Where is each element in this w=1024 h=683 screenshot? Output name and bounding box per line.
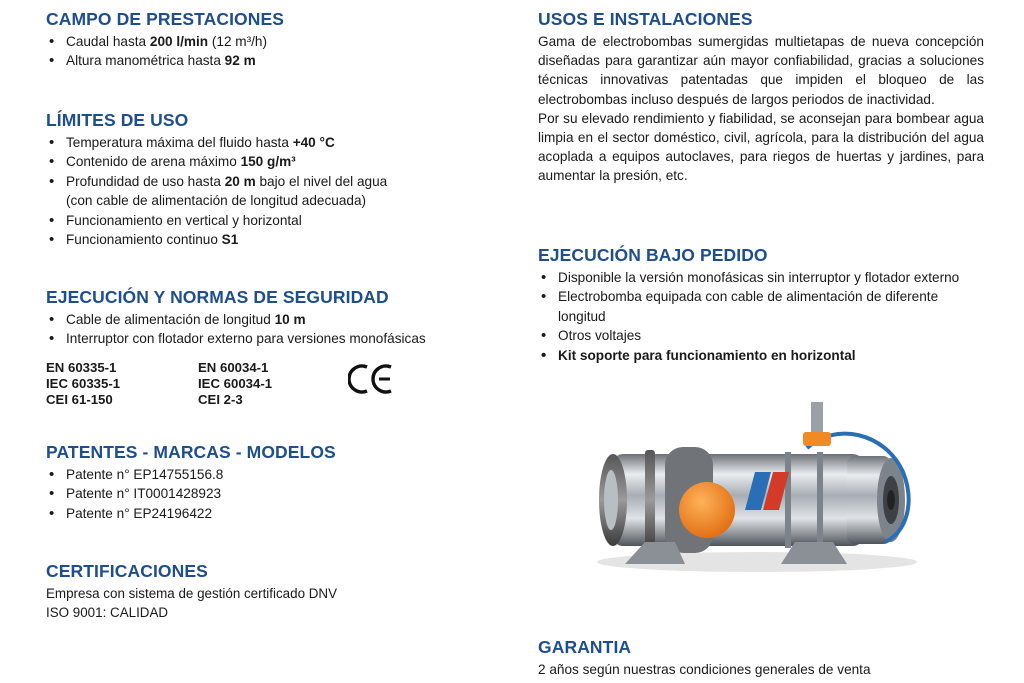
ejecucion-heading: EJECUCIÓN Y NORMAS DE SEGURIDAD (46, 287, 389, 307)
pedido-heading: EJECUCIÓN BAJO PEDIDO (538, 245, 768, 265)
pump-illustration (585, 392, 930, 577)
norm-code: CEI 2-3 (198, 392, 243, 407)
limites-item: • Funcionamiento continuo S1 (46, 230, 506, 249)
pedido-item: • Disponible la versión monofásicas sin interruptor y flotador externo (538, 268, 984, 287)
campo-list (46, 32, 506, 71)
campo-section (46, 9, 506, 71)
certificaciones-heading: CERTIFICACIONES (46, 561, 208, 581)
campo-item: • Altura manométrica hasta 92 m (46, 51, 506, 70)
campo-item: • Caudal hasta 200 l/min (12 m³/h) (46, 32, 506, 51)
usos-heading: USOS E INSTALACIONES (538, 9, 753, 29)
certificaciones-line: ISO 9001: CALIDAD (46, 605, 169, 621)
limites-item: • Temperatura máxima del fluido hasta +40 °C (46, 133, 506, 152)
garantia-heading: GARANTIA (538, 637, 632, 657)
pedido-item: • Kit soporte para funcionamiento en horizontal (538, 346, 984, 365)
ejecucion-list (46, 310, 506, 349)
limites-item: • Profundidad de uso hasta 20 m bajo el nivel del agua (con cable de alimentación de longitud adecuada) (46, 172, 506, 211)
patentes-heading: PATENTES - MARCAS - MODELOS (46, 442, 336, 462)
usos-section (538, 9, 984, 186)
patentes-section (46, 442, 506, 523)
usos-paragraph-2: Por su elevado rendimiento y fiabilidad, se aconsejan para bombear agua limpia en el sector doméstico, civil, agrícola, para la distribución del agua acoplada a equipos autoclaves, para riegos de huertas y jardines, para aumentar la presión, etc. (538, 110, 984, 184)
usos-paragraph-1: Gama de electrobombas sumergidas multietapas de nueva concepción diseñadas para garantizar aún mayor confiabilidad, gracias a soluciones técnicas innovativas patentadas que impiden el bloqueo de las electrobombas incluso después de largos periodos de inactividad. (538, 34, 984, 107)
patente-item: • Patente n° EP24196422 (46, 504, 506, 523)
campo-heading: CAMPO DE PRESTACIONES (46, 9, 285, 29)
pedido-item: • Electrobomba equipada con cable de alimentación de diferente longitud (538, 287, 984, 326)
norm-code: IEC 60034-1 (198, 376, 273, 391)
patente-item: • Patente n° IT0001428923 (46, 484, 506, 503)
ce-mark-icon (348, 362, 396, 396)
pedido-item: • Otros voltajes (538, 326, 984, 345)
limites-item: • Contenido de arena máximo 150 g/m³ (46, 152, 506, 171)
pedido-list (538, 268, 984, 365)
ejecucion-item: • Interruptor con flotador externo para versiones monofásicas (46, 329, 506, 348)
norms-column-1 (46, 360, 120, 408)
limites-section (46, 110, 506, 249)
patentes-list (46, 465, 506, 523)
ejecucion-item: • Cable de alimentación de longitud 10 m (46, 310, 506, 329)
norm-code: CEI 61-150 (46, 392, 113, 407)
limites-item: • Funcionamiento en vertical y horizontal (46, 211, 506, 230)
garantia-section (538, 637, 984, 679)
pedido-section (538, 245, 984, 365)
certificaciones-line: Empresa con sistema de gestión certificado DNV (46, 586, 338, 601)
norms-column-2 (198, 360, 272, 408)
certificaciones-section (46, 561, 506, 622)
norm-code: EN 60034-1 (198, 360, 269, 375)
patente-item: • Patente n° EP14755156.8 (46, 465, 506, 484)
limites-list (46, 133, 506, 249)
limites-heading: LÍMITES DE USO (46, 110, 189, 130)
norm-code: EN 60335-1 (46, 360, 117, 375)
safety-norms (46, 360, 446, 410)
norm-code: IEC 60335-1 (46, 376, 121, 391)
garantia-text: 2 años según nuestras condiciones generales de venta (538, 662, 871, 677)
ejecucion-section (46, 287, 506, 349)
